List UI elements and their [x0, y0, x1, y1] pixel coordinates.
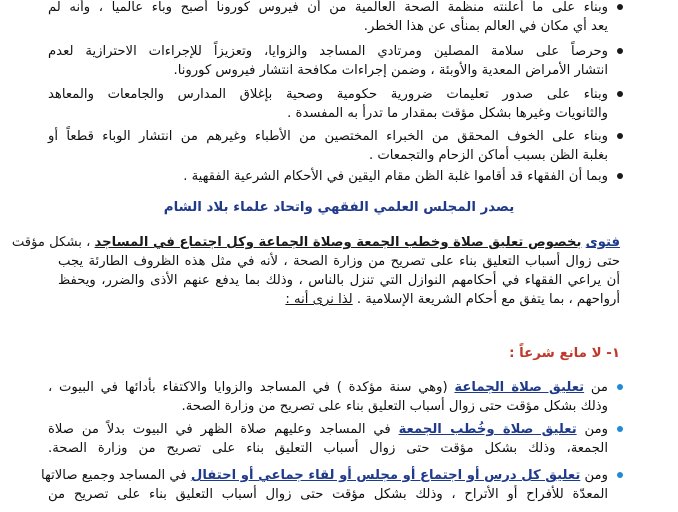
ruling-line-1-rest: في المساجد وجميع صالاتها	[41, 468, 187, 483]
fatwa-line-4	[58, 290, 620, 309]
ruling-prefix: من	[590, 380, 608, 395]
ruling-line: الجمعة، وذلك بشكل مؤقت حتى زوال أسباب التعليق بناء على تصريح من وزارة الصحة.	[48, 441, 608, 456]
ruling-line	[48, 378, 608, 397]
bullet-dot-icon	[617, 133, 623, 139]
fatwa-line-3: أن يراعي الفقهاء في أحكامهم النوازل التي تنزل بالناس ، وذلك بما يدفع عنهم الأذى والضرر، ويحفظ	[58, 273, 620, 288]
bullet-line: وبناء على الخوف المحقق من الخبراء المختصين من الأطباء وغيرهم من انتشار الوباء قطعاً أو	[48, 129, 608, 144]
bullet-dot-icon	[617, 384, 623, 390]
ruling-keyword: تعليق كل درس أو اجتماع أو مجلس أو لقاء جماعي أو احتفال	[190, 468, 581, 483]
fatwa-line-2: حتى زوال أسباب التعليق بناء على تصريح من وزارة الصحة ، لأنه في مثل هذه الظروف الطارئة يجب	[58, 254, 620, 269]
ruling-prefix: ومن	[584, 422, 608, 437]
ruling-bullet-1	[48, 378, 608, 416]
fatwa-paragraph	[11, 233, 620, 309]
fatwa-title: بخصوص تعليق صلاة وخطب الجمعة وصلاة الجماعة وكل اجتماع في المساجد	[94, 235, 582, 250]
intro-bullet-1	[48, 0, 608, 36]
bullet-dot-icon	[617, 91, 623, 97]
ruling-bullet-2	[48, 420, 608, 458]
intro-bullet-3	[48, 85, 608, 123]
bullet-dot-icon	[617, 48, 623, 54]
section-1-heading: ١- لا مانع شرعاً :	[509, 346, 620, 361]
bullet-line: بغلبة الظن بسبب أماكن الزحام والتجمعات .	[368, 148, 608, 163]
intro-bullet-5	[48, 167, 608, 186]
fatwa-line-1	[11, 233, 620, 252]
ruling-keyword: تعليق صلاة وخُطب الجمعة	[398, 422, 577, 437]
ruling-line: المعدّة للأفراح أو الأتراح ، وذلك بشكل مؤقت حتى زوال أسباب التعليق بناء على تصريح من	[48, 487, 608, 502]
bullet-dot-icon	[617, 426, 623, 432]
ruling-line: وذلك بشكل مؤقت حتى زوال أسباب التعليق بناء على تصريح من وزارة الصحة.	[181, 399, 608, 414]
bullet-line: يعد أي مكان في العالم بمنأى عن هذا الخطر.	[363, 19, 608, 34]
ruling-line	[48, 420, 608, 439]
ruling-keyword: تعليق صلاة الجماعة	[454, 380, 585, 395]
ruling-line-1-rest: (وهي سنة مؤكدة ) في المساجد والزوايا والاكتفاء بأدائها في البيوت ،	[48, 380, 448, 395]
bullet-line: وبناء على ما أعلنته منظمة الصحة العالمية من أن فيروس كورونا أصبح وباء عالمياً ، وأنه لم	[48, 0, 608, 15]
bullet-dot-icon	[617, 472, 623, 478]
ruling-line-1-rest: في المساجد وعليهم صلاة الظهر في البيوت بدلاً من صلاة	[48, 422, 391, 437]
ruling-prefix: ومن	[584, 468, 608, 483]
fatwa-conclusion: لذا نرى أنه :	[285, 292, 353, 307]
bullet-dot-icon	[617, 4, 623, 10]
ruling-bullet-3	[41, 466, 608, 504]
fatwa-line-1-rest: ، بشكل مؤقت	[11, 235, 91, 250]
fatwa-label: فتوى	[585, 235, 620, 250]
ruling-line	[41, 466, 608, 485]
bullet-line: وحرصاً على سلامة المصلين ومرتادي المساجد والزوايا، وتعزيزاً للإجراءات الاحترازية لعدم	[48, 44, 608, 59]
fatwa-line-4-start: أرواحهم ، بما يتفق مع أحكام الشريعة الإسلامية .	[356, 292, 620, 307]
document-heading: يصدر المجلس العلمي الفقهي واتحاد علماء بلاد الشام	[163, 200, 515, 215]
intro-bullet-4	[48, 127, 608, 165]
bullet-dot-icon	[617, 173, 623, 179]
bullet-line: وبناء على صدور تعليمات ضرورية حكومية وصحية بإغلاق المدارس والجامعات والمعاهد	[48, 87, 608, 102]
bullet-line: وبما أن الفقهاء قد أقاموا غلبة الظن مقام اليقين في الأحكام الشرعية الفقهية .	[183, 169, 608, 184]
intro-bullet-2	[48, 42, 608, 80]
bullet-line: انتشار الأمراض المعدية والأوبئة ، وضمن إجراءات مكافحة انتشار فيروس كورونا.	[173, 63, 608, 78]
bullet-line: والثانويات وغيرها بشكل مؤقت بمقدار ما تدرأ به المفسدة .	[287, 106, 608, 121]
